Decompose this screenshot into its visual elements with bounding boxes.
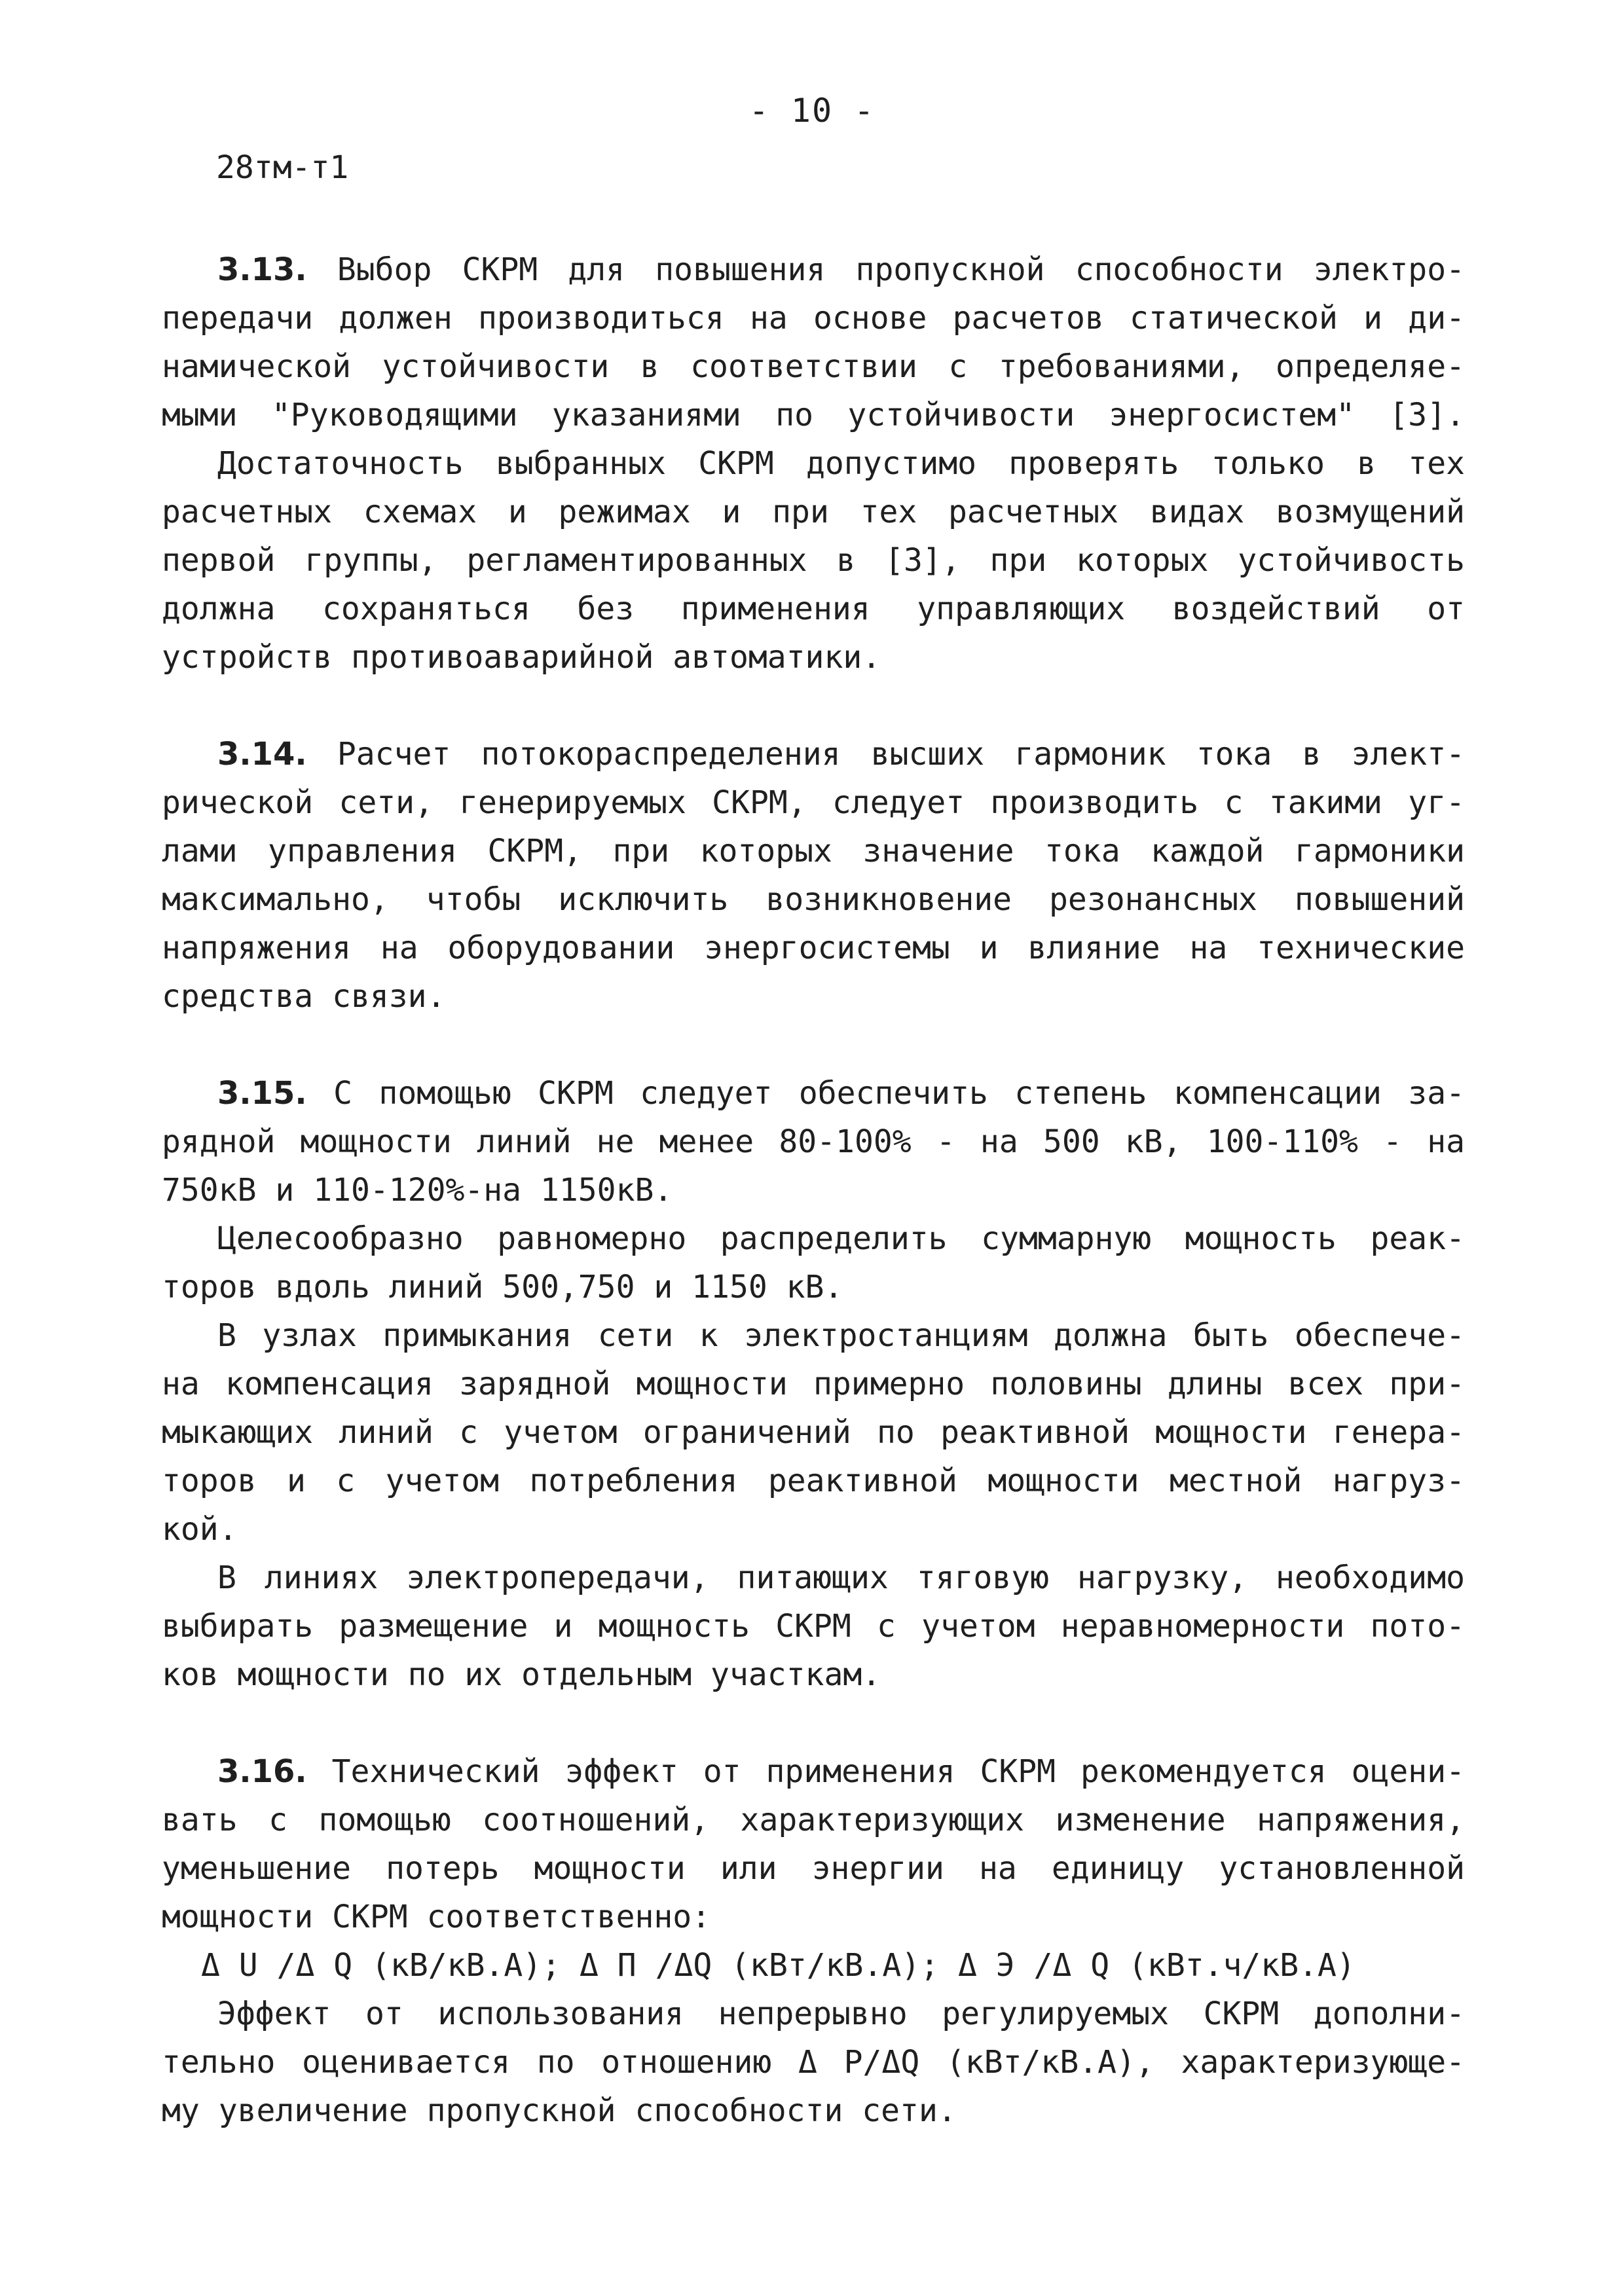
paragraph-line: мыми "Руководящими указаниями по устойчивости энергосистем" [3]. [162, 397, 1465, 433]
paragraph-line: передачи должен производиться на основе расчетов статической и ди- [162, 300, 1465, 337]
paragraph-line: намической устойчивости в соответствии с требованиями, определяе- [162, 348, 1465, 385]
paragraph-line: торов и с учетом потребления реактивной мощности местной нагруз- [162, 1463, 1465, 1499]
section-number: 3.15. [217, 1075, 307, 1112]
paragraph-line: расчетных схемах и режимах и при тех расчетных видах возмущений [162, 494, 1465, 530]
paragraph-line [162, 730, 1465, 778]
paragraph-line: тельно оценивается по отношению Δ Р/ΔQ (кВт/кВ.А), характеризующе- [162, 2044, 1465, 2081]
document-code: 28тм-т1 [216, 149, 349, 186]
section-3-13 [162, 246, 1465, 682]
paragraph-line: Эффект от использования непрерывно регулируемых СКРМ дополни- [217, 1995, 1465, 2032]
line-text: Расчет потокораспределения высших гармоник тока в элект- [337, 736, 1465, 773]
paragraph-line: вать с помощью соотношений, характеризующих изменение напряжения, [162, 1802, 1465, 1838]
paragraph-line: В линиях электропередачи, питающих тяговую нагрузку, необходимо [217, 1559, 1465, 1596]
paragraph-line: торов вдоль линий 500,750 и 1150 кВ. [162, 1269, 843, 1305]
line-text: Выбор СКРМ для повышения пропускной способности электро- [337, 251, 1465, 288]
paragraph-line: уменьшение потерь мощности или энергии на единицу установленной [162, 1850, 1465, 1887]
line-text: Технический эффект от применения СКРМ рекомендуется оцени- [331, 1753, 1466, 1790]
paragraph-line [162, 246, 1465, 294]
paragraph-line: 750кВ и 110-120%-на 1150кВ. [162, 1172, 673, 1209]
paragraph-line: на компенсация зарядной мощности примерно половины длины всех при- [162, 1366, 1465, 1402]
paragraph-line: мыкающих линий с учетом ограничений по реактивной мощности генера- [162, 1414, 1465, 1451]
section-number: 3.14. [217, 736, 307, 773]
paragraph-line: Достаточность выбранных СКРМ допустимо проверять только в тех [217, 445, 1465, 482]
section-3-14 [162, 730, 1465, 1021]
body-text [162, 246, 1465, 2135]
paragraph-line: лами управления СКРМ, при которых значение тока каждой гармоники [162, 833, 1465, 869]
paragraph-line: напряжения на оборудовании энергосистемы и влияние на технические [162, 930, 1465, 966]
page-number: - 10 - [748, 92, 876, 130]
paragraph-line: Целесообразно равномерно распределить суммарную мощность реак- [217, 1220, 1465, 1257]
paragraph-line: рядной мощности линий не менее 80-100% - на 500 кВ, 100-110% - на [162, 1123, 1465, 1160]
paragraph-line [162, 1069, 1465, 1118]
section-number: 3.13. [217, 251, 307, 288]
section-3-16 [162, 1747, 1465, 2135]
paragraph-line: ков мощности по их отдельным участкам. [162, 1656, 881, 1693]
paragraph-line: мощности СКРМ соответственно: [162, 1899, 711, 1935]
section-3-15 [162, 1069, 1465, 1699]
paragraph-line: максимально, чтобы исключить возникновение резонансных повышений [162, 881, 1465, 918]
section-number: 3.16. [217, 1753, 307, 1790]
formula-line: Δ U /Δ Q (кВ/кВ.А); Δ П /ΔQ (кВт/кВ.А); Δ Э /Δ Q (кВт.ч/кВ.А) [201, 1947, 1356, 1984]
paragraph-line: му увеличение пропускной способности сети. [162, 2092, 957, 2129]
paragraph-line: устройств противоаварийной автоматики. [162, 639, 881, 676]
paragraph-line: кой. [162, 1511, 238, 1548]
paragraph-line: средства связи. [162, 978, 446, 1015]
paragraph-line: должна сохраняться без применения управляющих воздействий от [162, 591, 1465, 627]
paragraph-line: первой группы, регламентированных в [3], при которых устойчивость [162, 542, 1465, 579]
line-text: С помощью СКРМ следует обеспечить степень компенсации за- [333, 1075, 1465, 1112]
paragraph-line: выбирать размещение и мощность СКРМ с учетом неравномерности пото- [162, 1608, 1465, 1645]
paragraph-line [162, 1747, 1465, 1796]
paragraph-line: В узлах примыкания сети к электростанциям должна быть обеспече- [217, 1317, 1465, 1354]
paragraph-line: рической сети, генерируемых СКРМ, следует производить с такими уг- [162, 784, 1465, 821]
